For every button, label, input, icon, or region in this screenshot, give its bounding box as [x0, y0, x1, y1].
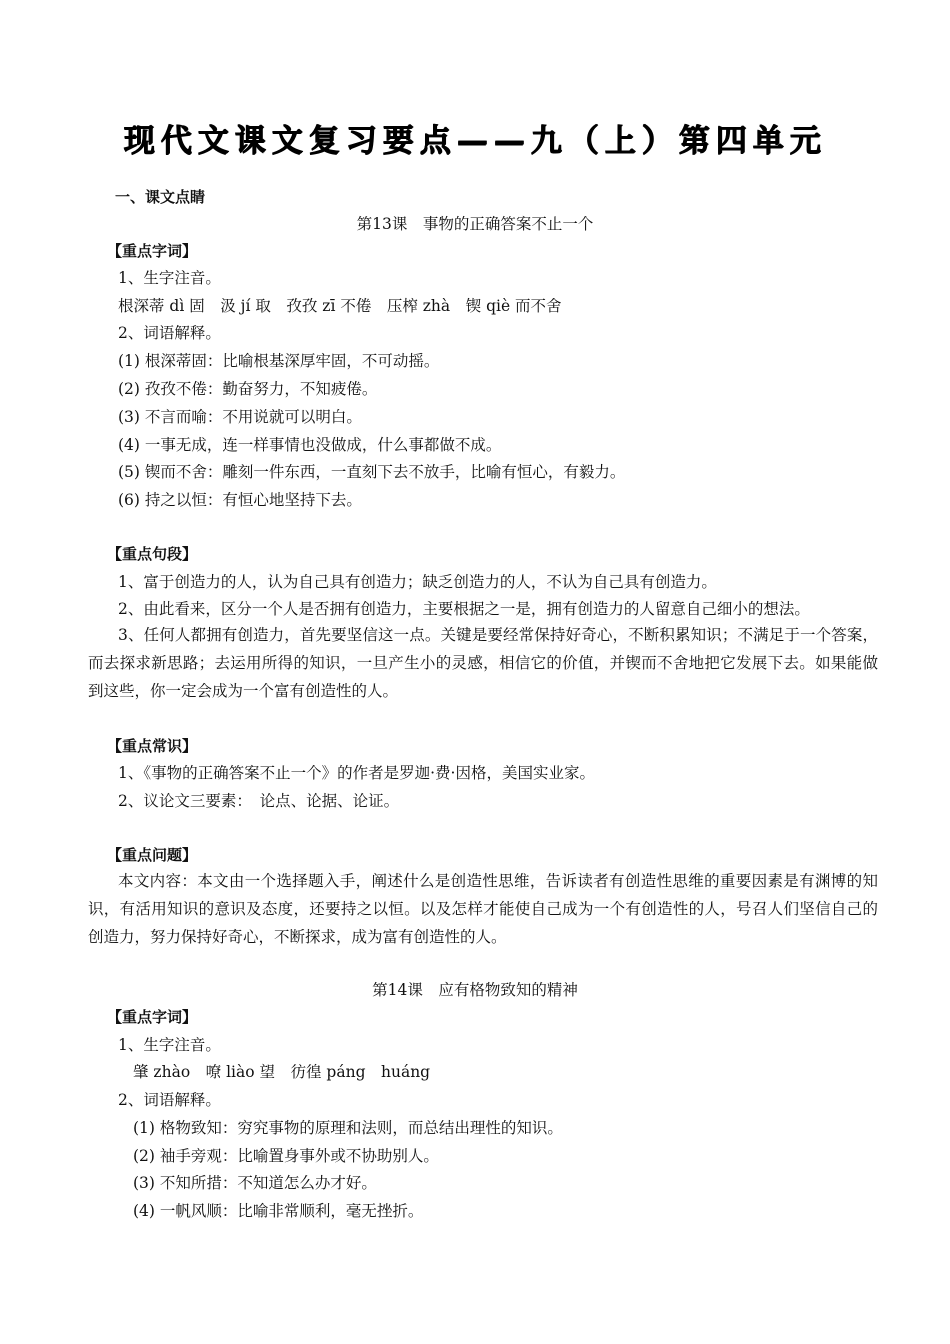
- lesson13-explain-item: (4) 一事无成，连一样事情也没做成，什么事都做不成。: [118, 436, 502, 454]
- lesson13-pinyin-heading: 1、生字注音。: [118, 269, 221, 287]
- lesson14-title: 第14课 应有格物致知的精神: [372, 981, 578, 999]
- lesson13-explain-item: (6) 持之以恒：有恒心地坚持下去。: [118, 491, 362, 509]
- lesson14-key-words-heading: 【重点字词】: [107, 1008, 198, 1026]
- lesson13-question-text: 本文内容：本文由一个选择题入手，阐述什么是创造性思维，告诉读者有创造性思维的重要因素是有渊博的知识，有活用知识的意识及态度，还要持之以恒。以及怎样才能使自己成为一个有创造性的人，号召人们坚信自己的创造力，努力保持好奇心，不断探求，成为富有创造性的人。: [88, 872, 878, 946]
- lesson13-knowledge-2: 2、议论文三要素： 论点、论据、论证。: [118, 792, 400, 810]
- lesson14-explain-heading: 2、词语解释。: [118, 1091, 221, 1109]
- lesson13-knowledge-1: 1、《事物的正确答案不止一个》的作者是罗迦·费·因格，美国实业家。: [118, 764, 595, 782]
- section-heading: 一、课文点睛: [115, 188, 206, 206]
- lesson14-explain-item: (2) 袖手旁观：比喻置身事外或不协助别人。: [133, 1147, 439, 1165]
- lesson13-key-sentences-heading: 【重点句段】: [107, 545, 198, 563]
- lesson13-title: 第13课 事物的正确答案不止一个: [356, 215, 594, 233]
- document-title: 现代文课文复习要点——九（上）第四单元: [123, 123, 827, 159]
- lesson14-pinyin-heading: 1、生字注音。: [118, 1036, 221, 1054]
- lesson13-sentence-1: 1、富于创造力的人，认为自己具有创造力；缺乏创造力的人，不认为自己具有创造力。: [118, 573, 717, 591]
- lesson14-pinyin-line: 肇 zhào 嘹 liào 望 彷徨 páng huáng: [133, 1063, 431, 1081]
- lesson14-explain-item: (1) 格物致知：穷究事物的原理和法则，而总结出理性的知识。: [133, 1119, 563, 1137]
- lesson13-sentence-2: 2、由此看来，区分一个人是否拥有创造力，主要根据之一是，拥有创造力的人留意自己细小的想法。: [118, 600, 810, 618]
- lesson13-explain-item: (1) 根深蒂固：比喻根基深厚牢固，不可动摇。: [118, 352, 440, 370]
- lesson13-explain-item: (3) 不言而喻：不用说就可以明白。: [118, 408, 362, 426]
- lesson13-explain-item: (5) 锲而不舍：雕刻一件东西，一直刻下去不放手，比喻有恒心，有毅力。: [118, 463, 626, 481]
- lesson13-key-knowledge-heading: 【重点常识】: [107, 737, 198, 755]
- lesson14-explain-item: (4) 一帆风顺：比喻非常顺利，毫无挫折。: [133, 1202, 424, 1220]
- lesson13-sentence-3: 3、任何人都拥有创造力，首先要坚信这一点。关键是要经常保持好奇心，不断积累知识；不满足于一个答案，而去探求新思路；去运用所得的知识，一旦产生小的灵感，相信它的价值，并锲而不舍地把它发展下去。如果能做到这些，你一定会成为一个富有创造性的人。: [88, 626, 878, 700]
- lesson13-key-questions-heading: 【重点问题】: [107, 846, 198, 864]
- lesson13-explain-item: (2) 孜孜不倦：勤奋努力，不知疲倦。: [118, 380, 378, 398]
- lesson14-explain-item: (3) 不知所措：不知道怎么办才好。: [133, 1174, 377, 1192]
- lesson13-pinyin-line: 根深蒂 dì 固 汲 jí 取 孜孜 zī 不倦 压榨 zhà 锲 qiè 而不舍: [118, 297, 562, 315]
- lesson13-key-words-heading: 【重点字词】: [107, 242, 198, 260]
- lesson13-explain-heading: 2、词语解释。: [118, 324, 221, 342]
